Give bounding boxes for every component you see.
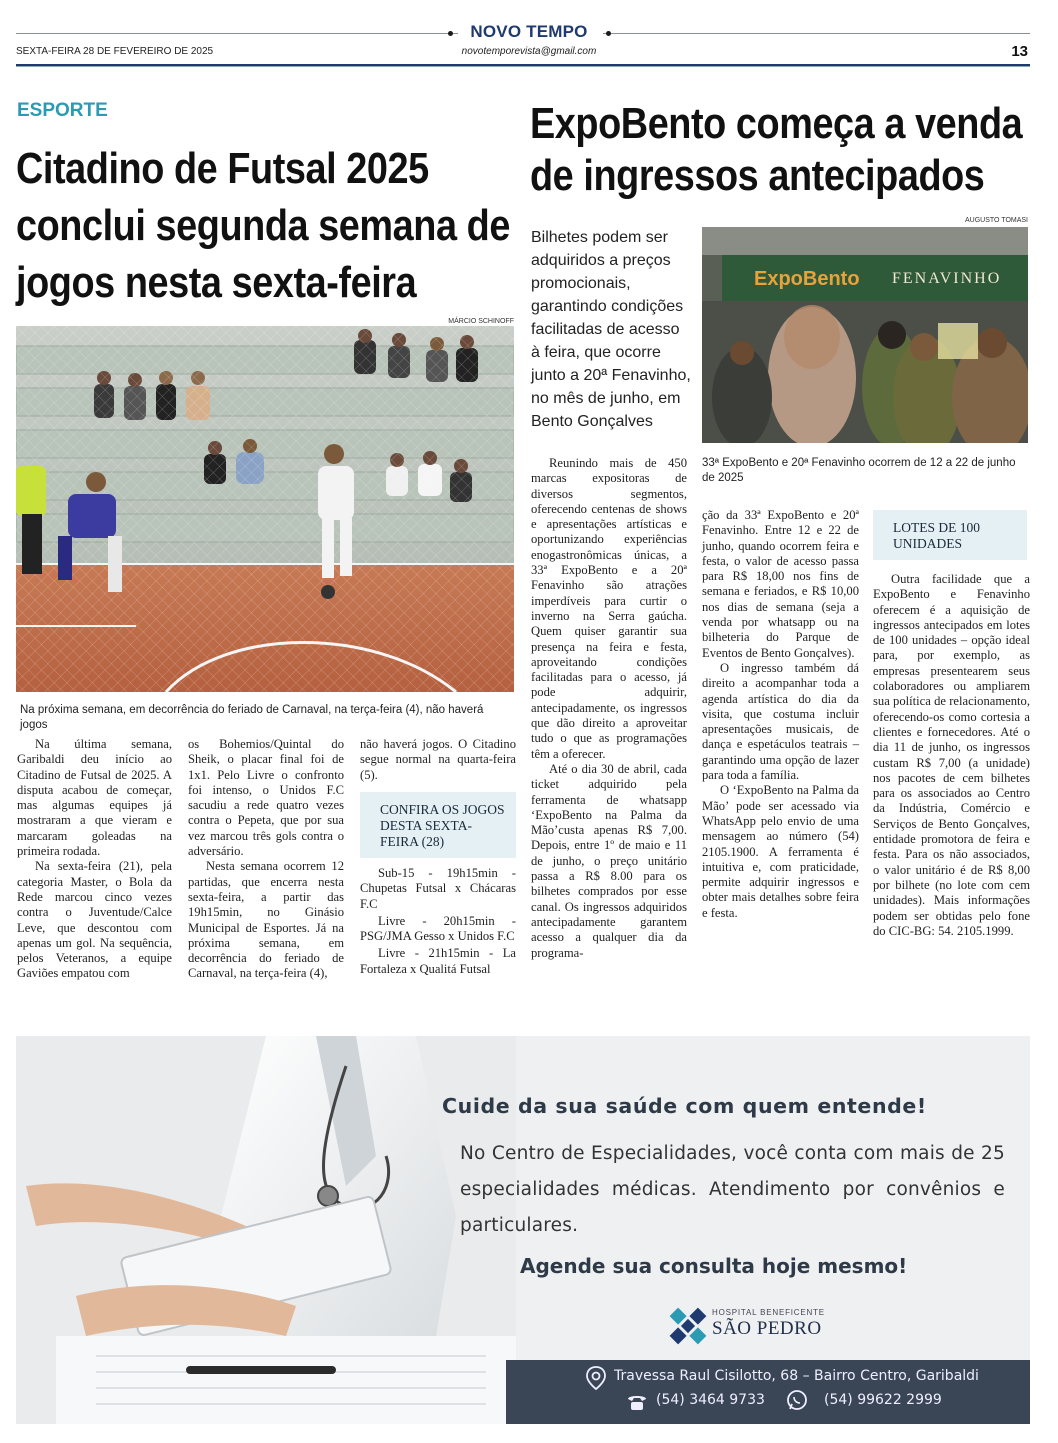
ad-whatsapp[interactable]: (54) 99622 2999: [824, 1392, 942, 1408]
hospital-logo-small: HOSPITAL BENEFICENTE: [712, 1308, 825, 1317]
doctor-illustration: [16, 1036, 516, 1424]
left-article-col3: [360, 737, 516, 783]
whatsapp-icon: [786, 1389, 808, 1411]
right-article-col3: [873, 572, 1030, 939]
right-deck: Bilhetes podem ser adquiridos a preços promocionais, garantindo condições facilitadas de acesso à feira, que ocorre junto a 20ª Fenavinho, no mês de junho, em Bento Gonçalves: [531, 229, 691, 430]
ad-phone[interactable]: (54) 3464 9733: [656, 1392, 765, 1408]
ad-headline: Cuide da sua saúde com quem entende!: [442, 1094, 927, 1118]
paragraph: Outra facilidade que a ExpoBento e Fenavinho oferecem é a aquisição de ingressos antecipados em lotes de 100 unidades – opção ideal para, por exemplo, as empresas presentearem seus colaboradores ou ampliarem sua política de relacionamento, oferecendo-os como cortesia a clientes e fornecedores. Até o dia 11 de junho, os ingressos custam R$ 7,00 (a unidade) nos pacotes de cem bilhetes para os associados ao Centro da Indústria, Comércio e Serviços de Bento Gonçalves, entidade promotora de feira e festa. Para os não associados, o valor unitário é de R$ 8,00 por bilhete (no lote com cem unidades). Mais informações podem ser obtidas pelo fone do CIC-BG: 54. 2105.1999.: [873, 572, 1030, 938]
games-list: [360, 866, 516, 977]
location-pin-icon: [586, 1366, 606, 1390]
contact-email[interactable]: novotemporevista@gmail.com: [461, 46, 597, 57]
games-box-title: CONFIRA OS JOGOS DESTA SEXTA-FEIRA (28): [360, 792, 516, 858]
hospital-logo-icon: [666, 1304, 710, 1348]
lotes-box-title: LOTES DE 100 UNIDADES: [873, 510, 1027, 560]
left-photo-credit: MÁRCIO SCHINOFF: [448, 318, 514, 325]
publication-title: NOVO TEMPO: [470, 22, 588, 41]
issue-date: SEXTA-FEIRA 28 DE FEVEREIRO DE 2025: [16, 46, 214, 57]
futsal-photo-illustration: [16, 326, 514, 692]
hospital-ad[interactable]: [16, 1036, 1030, 1424]
sign-expobento: ExpoBento: [754, 268, 860, 290]
section-tag: ESPORTE: [17, 100, 108, 121]
paragraph: O ‘ExpoBento na Palma da Mão’ pode ser acessado via WhatsApp pelo envio de uma mensagem ao número (54) 2105.1900. A ferramenta é intuitiva e, com praticidade, permite adquirir ingressos e obter mais detalhes sobre feira e festa.: [702, 783, 859, 920]
telephone-icon: [626, 1393, 648, 1411]
left-headline: Citadino de Futsal 2025 conclui segunda semana de jogos nesta sexta-feira: [16, 144, 510, 307]
paragraph: ção da 33ª ExpoBento e 20ª Fenavinho. Entre 12 e 22 de junho, quando ocorrem feira e festa, o valor de acesso passa para R$ 18,00 nos fins de semana e feriados, e R$ 10,00 nos dias de semana (seja a venda por whatsapp ou na bilheteria do Parque de Eventos de Bento Gonçalves).: [702, 508, 859, 660]
ad-body: No Centro de Especialidades, você conta com mais de 25 especialidades médicas. Atendimento por convênios e particulares.: [460, 1143, 1005, 1236]
paragraph: O ingresso também dá direito a acompanhar toda a agenda artística do dia da visita, que costuma incluir apresentações musicais, de dança e espetáculos teatrais – garantindo uma opção de lazer para toda a família.: [702, 660, 859, 783]
right-article-col1: [531, 456, 687, 961]
header-rule: [16, 64, 1030, 67]
expobento-photo: [702, 227, 1028, 443]
game-item: Livre - 21h15min - La Fortaleza x Qualitá Futsal: [360, 946, 516, 976]
left-article-col2: [188, 737, 344, 982]
hospital-logo-name: SÃO PEDRO: [712, 1318, 822, 1339]
paragraph: não haverá jogos. O Citadino segue normal na quarta-feira (5).: [360, 737, 516, 782]
paragraph: Na última semana, Garibaldi deu início ao Citadino de Futsal de 2025. A disputa acabou de começar, mas algumas equipes já mostraram a que vieram e marcaram goleadas na primeira rodada.: [17, 737, 172, 859]
right-photo-credit: AUGUSTO TOMASI: [964, 217, 1028, 224]
futsal-photo: [16, 326, 514, 692]
game-item: Livre - 20h15min - PSG/JMA Gesso x Unidos F.C: [360, 913, 516, 944]
left-article-col1: [17, 737, 172, 982]
right-headline: ExpoBento começa a venda de ingressos antecipados: [530, 99, 1023, 200]
page-number: 13: [1011, 43, 1028, 60]
paragraph: Até o dia 30 de abril, cada ticket adquirido pela ferramenta de whatsapp ‘ExpoBento na Palma da Mão’custa apenas R$ 7,00. Depois, entre 1º de maio e 11 de junho, o preço unitário passa a R$ 8.00 para os bilhetes comprados por esse canal. Os ingressos adquiridos antecipadamente garantem acesso a qualquer dia da programa-: [531, 761, 687, 960]
paragraph: Reunindo mais de 450 marcas expositoras de diversos segmentos, oferecendo centenas de shows e apresentações artísticas e oportunizando experiências enogastronômicas únicas, a 33ª ExpoBento e a 20ª Fenavinho são atrações imperdíveis para curtir o inverno na Serra gaúcha. Quem quiser garantir sua presença na feira e festa, aproveitando condições facilitadas para o acesso, já pode adquirir, antecipadamente, os ingressos que dão direito a aproveitar tudo o que as programações têm a oferecer.: [531, 456, 687, 761]
right-article-col2: [702, 508, 859, 921]
paragraph: Na sexta-feira (21), pela categoria Master, o Bola da Rede marcou cinco vezes contra o Juventude/Calce Leve, que descontou com apenas um gol. Na sequência, pelos Veteranos, a equipe Gaviões empatou com: [17, 859, 172, 981]
left-photo-caption: Na próxima semana, em decorrência do feriado de Carnaval, na terça-feira (4), não haverá jogos: [20, 704, 484, 731]
game-item: Sub-15 - 19h15min - Chupetas Futsal x Chácaras F.C: [360, 866, 516, 911]
expobento-photo-illustration: [702, 227, 1028, 443]
ad-cta[interactable]: Agende sua consulta hoje mesmo!: [520, 1254, 908, 1278]
sign-fenavinho: FENAVINHO: [892, 270, 1002, 287]
paragraph: Nesta semana ocorrem 12 partidas, que encerra nesta sexta-feira, a partir das 19h15min, no Ginásio Municipal de Esportes. Já na próxima semana, em decorrência do feriado de Carnaval, na terça-feira (4),: [188, 859, 344, 981]
right-photo-caption: 33ª ExpoBento e 20ª Fenavinho ocorrem de 12 a 22 de junho de 2025: [702, 457, 1016, 484]
ad-address[interactable]: Travessa Raul Cisilotto, 68 – Bairro Centro, Garibaldi: [614, 1368, 979, 1384]
paragraph: os Bohemios/Quintal do Sheik, o placar final foi de 1x1. Pelo Livre o confronto foi intenso, o Unidos F.C sacudiu a rede quatro vezes contra o Pepeta, que por sua vez marcou três gols contra o adversário.: [188, 737, 344, 859]
